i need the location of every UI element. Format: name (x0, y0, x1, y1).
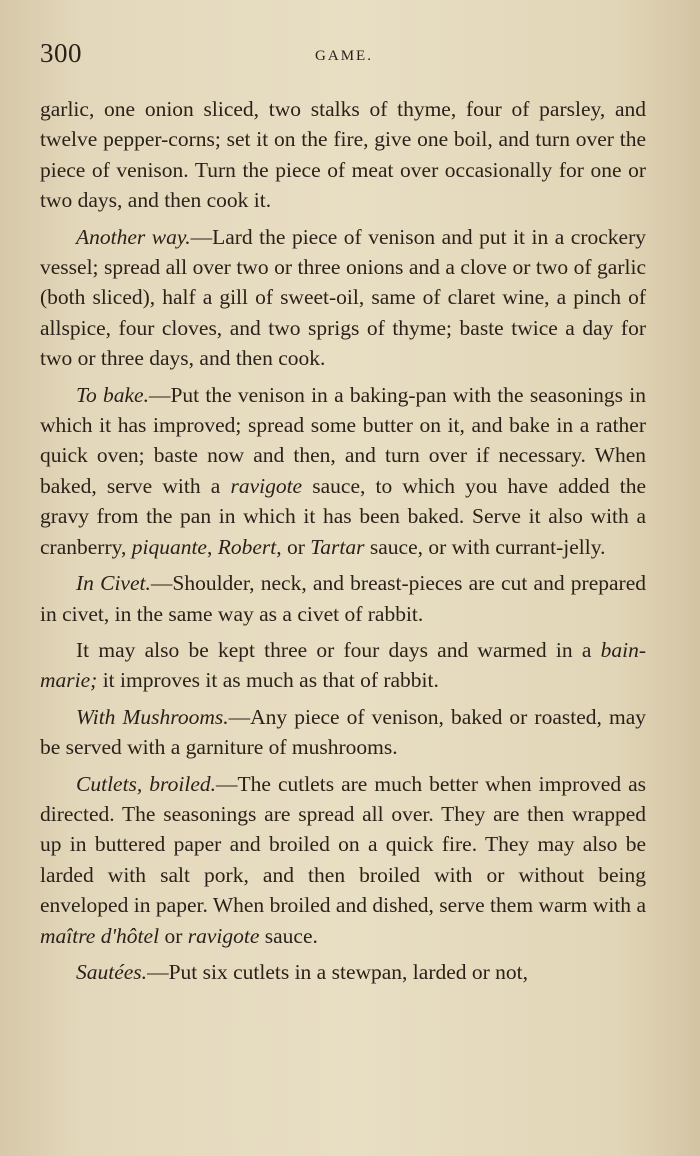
paragraph-lead: Another way. (76, 224, 191, 249)
paragraph-text: sauce, or with currant-jelly. (364, 534, 606, 559)
paragraph-in-civet (40, 568, 646, 629)
italic-term: Robert (217, 534, 277, 559)
page-header (40, 38, 648, 72)
paragraph-text: it improves it as much as that of rabbit. (97, 668, 439, 693)
paragraph-another-way (40, 222, 646, 374)
paragraph-text: —Put six cutlets in a stewpan, larded or not, (147, 959, 529, 984)
paragraph-lead: In Civet. (76, 571, 151, 596)
paragraph-lead: To bake. (76, 382, 149, 407)
paragraph-cutlets-broiled (40, 769, 646, 951)
paragraph-bain-marie (40, 635, 646, 696)
paragraph-sautees (40, 957, 646, 987)
paragraph-lead: Sautées. (76, 959, 148, 984)
paragraph-with-mushrooms (40, 702, 646, 763)
italic-term: ravigote (187, 923, 260, 948)
paragraph-text: —Put the venison in a baking-pan with the seasonings in which it has improved; spread some butter on it, and bake in a rather quick oven; baste now and then, and turn over if necessary. When baked, serve with a (40, 382, 647, 498)
italic-term: maître d'hôtel (40, 923, 160, 948)
paragraph-text: It may also be kept three or four days and warmed in a (76, 637, 601, 662)
paragraph-text: , or (276, 534, 311, 559)
page-number: 300 (40, 38, 82, 68)
paragraph-text: or (159, 923, 188, 948)
paragraph-text: , (206, 534, 218, 559)
paragraph-text: —Shoulder, neck, and breast-pieces are cut and prepared in civet, in the same way as a civet of rabbit. (40, 571, 646, 626)
paragraph-text: —The cutlets are much better when improved as directed. The seasonings are spread all over. They are then wrapped up in buttered paper and broiled on a quick fire. They may also be larded with salt pork, and then broiled with or without being enveloped in paper. When broiled and dished, serve them warm with a (40, 771, 646, 918)
italic-term: ravigote (230, 473, 303, 498)
running-head: GAME. (315, 48, 373, 64)
paragraph-text: sauce. (259, 923, 318, 948)
paragraph-lead: With Mushrooms. (76, 704, 229, 729)
paragraph-text: sauce, to which you have added the gravy from the pan in which it has been baked. Serve it also with a cranberry, (40, 473, 646, 559)
italic-term: bain-marie; (40, 637, 646, 693)
page-body (40, 94, 646, 993)
paragraph-text: —Lard the piece of venison and put it in a crockery vessel; spread all over two or three onions and a clove or two of garlic (both sliced), half a gill of sweet-oil, same of claret wine, a pinch of allspice, four cloves, and two sprigs of thyme; baste twice a day for two or three days, and then cook. (40, 224, 646, 371)
paragraph-to-bake (40, 380, 646, 562)
paragraph-text: —Any piece of venison, baked or roasted, may be served with a garniture of mushrooms. (40, 704, 646, 760)
paragraph-text: garlic, one onion sliced, two stalks of thyme, four of parsley, and twelve pepper-corns; set it on the fire, give one boil, and turn over the piece of venison. Turn the piece of meat over occasionally for one or two days, and then cook it. (40, 97, 646, 213)
paragraph-lead: Cutlets, broiled. (76, 771, 216, 796)
italic-term: Tartar (310, 534, 365, 559)
paragraph-continuation (40, 94, 646, 216)
italic-term: piquante (131, 534, 207, 559)
